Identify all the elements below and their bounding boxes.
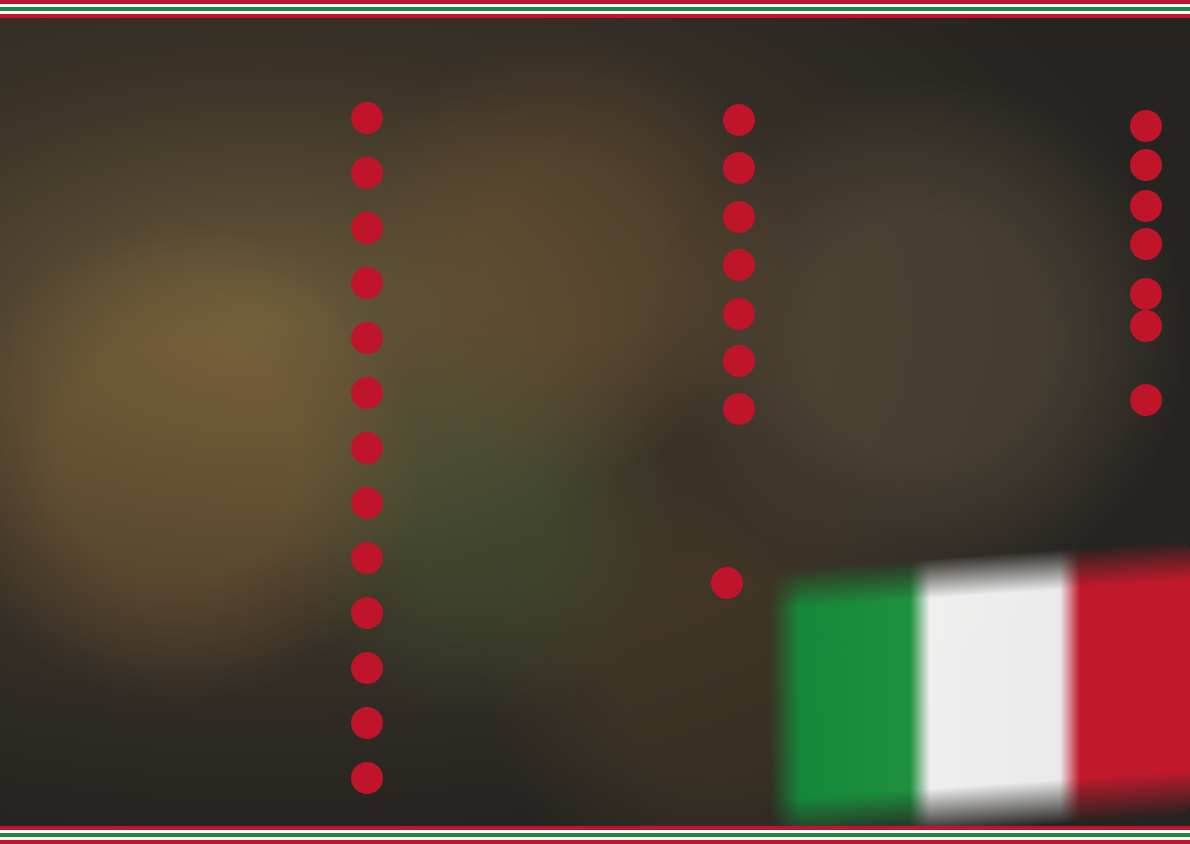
menu-item[interactable] [803,185,1163,200]
price-block [1129,228,1163,260]
item-name [30,161,390,175]
item-name [418,349,758,363]
item-name [803,147,1163,161]
price-block [350,595,384,629]
item-name [418,253,758,267]
price-badge [351,377,383,409]
price-block [350,155,384,189]
item-name [418,205,758,219]
item-name [30,381,390,395]
item-name [30,766,390,780]
price-block [1129,190,1163,222]
menu-item[interactable] [30,106,390,121]
price-block [350,760,384,794]
italian-flag-backdrop [770,540,1190,844]
item-name [803,185,1163,199]
menu-item[interactable] [418,349,758,364]
price-badge [351,707,383,739]
menu-item[interactable] [803,278,1163,293]
thick-crust-section [30,40,390,830]
menu-item[interactable] [30,326,390,341]
price-badge [351,322,383,354]
item-name [30,601,390,615]
menu-item[interactable] [418,205,758,220]
price-badge [723,298,755,330]
price-badge [1130,110,1162,142]
item-name [418,108,758,122]
price-badge [723,249,755,281]
price-badge [351,102,383,134]
item-name [30,656,390,670]
menu-item[interactable] [30,271,390,286]
menu-item[interactable] [30,766,390,781]
italian-stripe-bottom [0,826,1190,844]
item-name [30,711,390,725]
price-block [722,247,756,281]
price-badge [351,212,383,244]
menu-item[interactable] [423,563,758,564]
menu-item[interactable] [30,381,390,396]
price-badge [1130,384,1162,416]
price-badge [351,762,383,794]
italian-stripe-top [0,0,1190,18]
item-name [418,156,758,170]
price-block [350,320,384,354]
price-block [722,102,756,136]
price-block [350,430,384,464]
price-badge [723,104,755,136]
price-badge [351,652,383,684]
item-name [30,546,390,560]
price-block [350,375,384,409]
price-badge [351,542,383,574]
price-block [350,265,384,299]
price-block [722,391,756,425]
item-name [803,278,1163,292]
menu-item[interactable] [30,546,390,561]
item-name [803,108,1163,122]
price-badge [351,267,383,299]
menu-item[interactable] [803,108,1163,123]
menu-item[interactable] [418,397,758,398]
price-badge [351,157,383,189]
price-block [1129,384,1163,416]
menu-item[interactable] [418,253,758,268]
item-name [30,436,390,450]
menu-item[interactable] [30,601,390,616]
item-name [30,271,390,285]
price-block [350,540,384,574]
price-badge [1130,190,1162,222]
item-name [30,491,390,505]
price-block [722,150,756,184]
price-block [350,705,384,739]
menu-item[interactable] [803,147,1163,162]
thin-crust-section [418,40,758,830]
price-badge [351,487,383,519]
item-name [803,378,1163,392]
item-name [30,326,390,340]
item-name [30,106,390,120]
menu-item[interactable] [30,161,390,176]
menu-item[interactable] [30,216,390,231]
price-badge [351,432,383,464]
price-badge [723,393,755,425]
price-block [350,650,384,684]
price-badge [723,152,755,184]
price-block [1129,278,1163,310]
price-block [350,100,384,134]
price-block [722,296,756,330]
price-badge [1130,149,1162,181]
price-badge [711,567,743,599]
price-badge [723,201,755,233]
item-name [418,302,758,316]
menu-item[interactable] [30,436,390,451]
menu-item[interactable] [418,108,758,123]
menu-item[interactable] [30,711,390,726]
item-name [803,318,1163,332]
price-badge [1130,278,1162,310]
menu-item[interactable] [30,656,390,671]
price-block [350,210,384,244]
price-badge [351,597,383,629]
price-block [1129,310,1163,342]
menu-item[interactable] [803,378,1163,393]
item-name [30,216,390,230]
price-block [722,199,756,233]
price-badge [723,345,755,377]
menu-item[interactable] [30,491,390,506]
price-block [722,343,756,377]
snacks-section [803,40,1163,500]
price-block [1129,149,1163,181]
menu-item[interactable] [803,318,1163,332]
price-badge [1130,310,1162,342]
menu-item[interactable] [418,156,758,171]
price-block [350,485,384,519]
menu-item[interactable] [418,302,758,317]
price-block [1129,110,1163,142]
price-badge [1130,228,1162,260]
